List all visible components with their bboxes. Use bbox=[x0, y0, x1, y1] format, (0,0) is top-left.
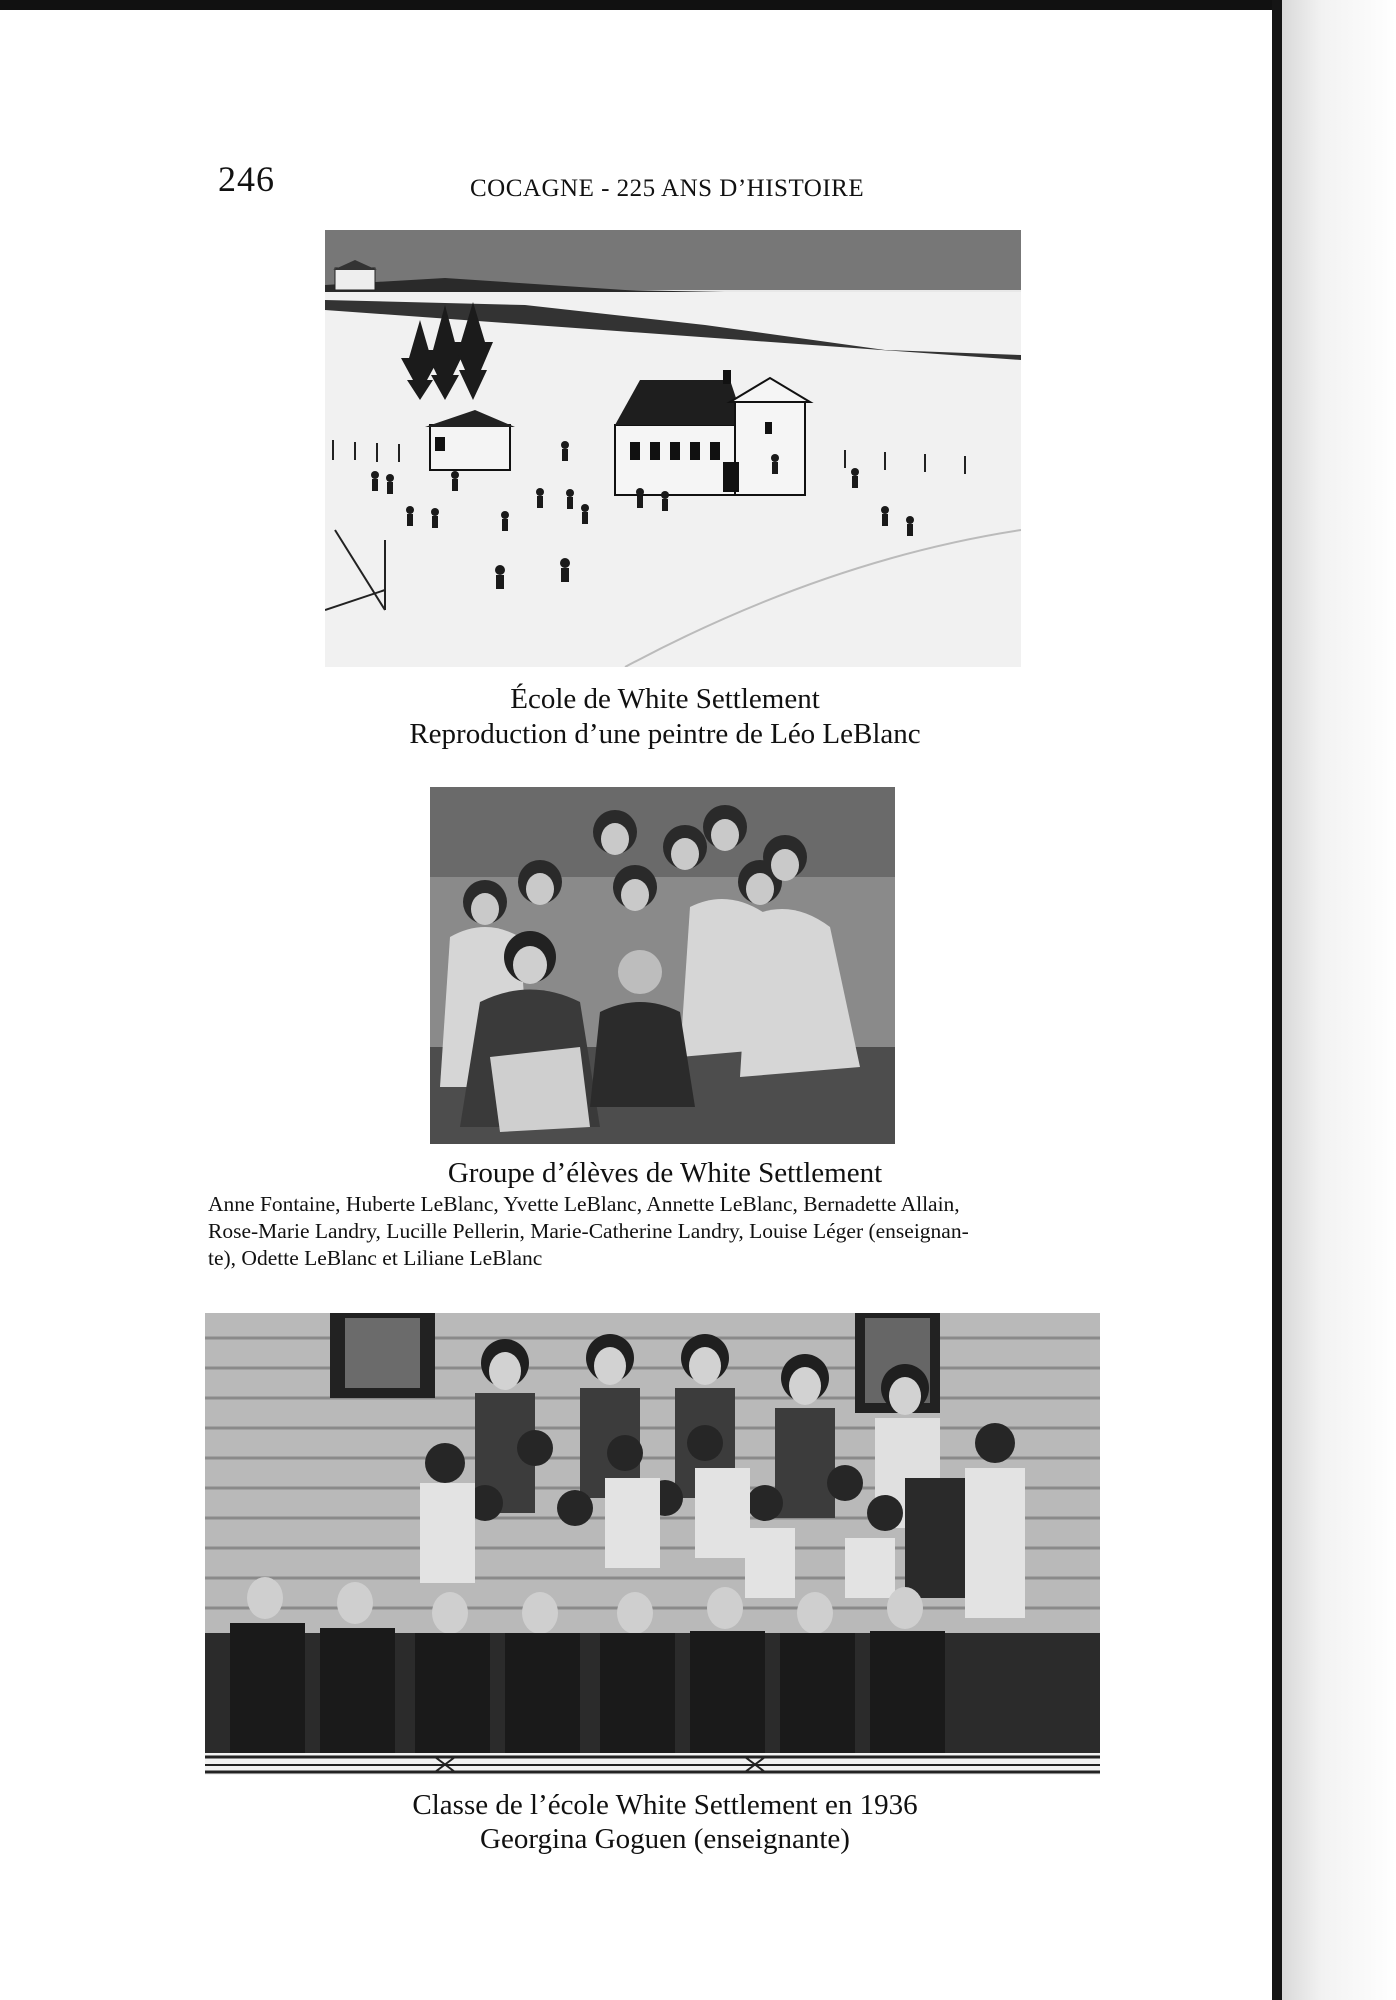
figure3-caption-line1: Classe de l’école White Settlement en 1936 bbox=[412, 1789, 918, 1821]
class-1936-photo bbox=[205, 1313, 1100, 1775]
student-group-photo bbox=[430, 787, 895, 1144]
figure3-caption-line2: Georgina Goguen (enseignante) bbox=[480, 1823, 850, 1855]
figure2-names bbox=[208, 1191, 1130, 1272]
figure1-caption-line2: Reproduction d’une peintre de Léo LeBlanc bbox=[409, 718, 921, 750]
names-line-3: te), Odette LeBlanc et Liliane LeBlanc bbox=[208, 1246, 543, 1270]
names-line-1: Anne Fontaine, Huberte LeBlanc, Yvette LeBlanc, Annette LeBlanc, Bernadette Allain, bbox=[208, 1192, 960, 1216]
figure1-caption-line1: École de White Settlement bbox=[510, 683, 820, 715]
running-title: COCAGNE - 225 ANS D’HISTOIRE bbox=[470, 175, 865, 202]
figure2-caption-title: Groupe d’élèves de White Settlement bbox=[447, 1157, 883, 1189]
names-line-2: Rose-Marie Landry, Lucille Pellerin, Marie-Catherine Landry, Louise Léger (enseignan- bbox=[208, 1219, 969, 1243]
scan-top-edge bbox=[0, 0, 1396, 10]
scan-binding-edge bbox=[1272, 0, 1282, 2000]
school-painting-photo bbox=[325, 230, 1021, 667]
page-number: 246 bbox=[218, 159, 275, 199]
scan-shadow bbox=[1282, 0, 1396, 2000]
